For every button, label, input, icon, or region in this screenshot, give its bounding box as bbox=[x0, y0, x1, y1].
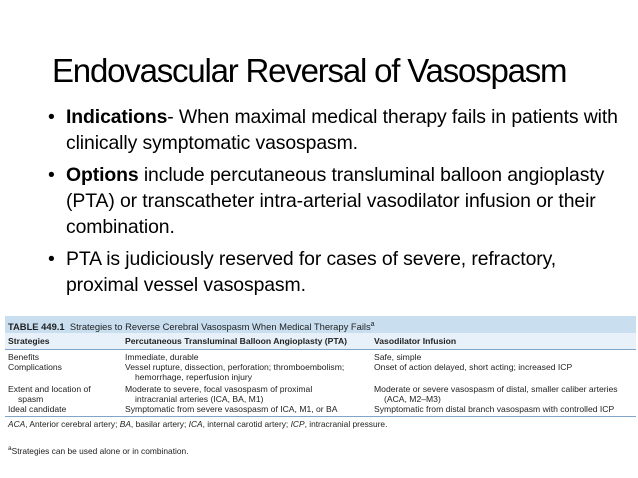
table-number: TABLE 449.1 bbox=[8, 321, 65, 333]
bullet-dot: • bbox=[48, 248, 55, 270]
footnote-text: Strategies can be used alone or in combination. bbox=[11, 445, 189, 456]
strategies-table bbox=[5, 316, 636, 462]
bullet-dot: • bbox=[48, 106, 55, 128]
bullet-options bbox=[48, 162, 623, 240]
abbr-icp-def: , intracranial pressure. bbox=[304, 419, 388, 429]
abbr-ica-def: , internal carotid artery; bbox=[202, 419, 291, 429]
table-body bbox=[5, 350, 636, 432]
bullet-list bbox=[48, 104, 623, 304]
bullet-text: PTA is judiciously reserved for cases of severe, refractory, proximal vessel vasospasm. bbox=[66, 248, 557, 296]
abbr-ba: BA bbox=[119, 419, 131, 429]
cell-pta: Moderate to severe, focal vasospasm of proximal bbox=[125, 384, 313, 394]
cell-strategy-continued bbox=[8, 394, 43, 404]
bullet-keyword: Indications bbox=[66, 106, 168, 128]
cell-pta-continued bbox=[125, 394, 263, 404]
cell-strategy: Extent and location of bbox=[8, 384, 91, 394]
cell-pta-line2: intracranial arteries (ICA, BA, M1) bbox=[135, 394, 264, 404]
cell-strategy: Ideal candidate bbox=[8, 404, 67, 414]
slide-title: Endovascular Reversal of Vasospasm bbox=[52, 52, 567, 89]
bullet-dot: • bbox=[48, 164, 55, 186]
column-header-strategies: Strategies bbox=[8, 336, 50, 346]
column-header-pta: Percutaneous Transluminal Balloon Angioplasty (PTA) bbox=[125, 336, 348, 346]
table-footnote-abbreviations bbox=[8, 419, 387, 429]
bullet-indications bbox=[48, 104, 623, 156]
abbr-aca: ACA bbox=[8, 419, 26, 429]
cell-vasodilator: Symptomatic from distal branch vasospasm with controlled ICP bbox=[374, 404, 615, 414]
bullet-keyword: Options bbox=[66, 164, 139, 186]
bullet-text: include percutaneous transluminal balloon angioplasty (PTA) or transcatheter intra-arterial vasodilator infusion or their combination. bbox=[66, 164, 605, 238]
cell-vasodilator-continued bbox=[374, 394, 441, 404]
abbr-aca-def: , Anterior cerebral artery; bbox=[25, 419, 120, 429]
cell-strategy-line2: spasm bbox=[18, 394, 44, 404]
cell-pta-continued bbox=[125, 372, 252, 382]
cell-vasodilator: Safe, simple bbox=[374, 352, 422, 362]
table-header-row bbox=[5, 333, 636, 350]
cell-pta: Symptomatic from severe vasospasm of ICA, M1, or BA bbox=[125, 404, 338, 414]
abbr-icp: ICP bbox=[290, 419, 305, 429]
table-footnote-a bbox=[8, 444, 189, 456]
cell-vasodilator: Onset of action delayed, short acting; increased ICP bbox=[374, 362, 573, 372]
abbr-ba-def: , basilar artery; bbox=[130, 419, 189, 429]
table-caption-note: a bbox=[370, 321, 375, 328]
column-header-vasodilator: Vasodilator Infusion bbox=[374, 336, 457, 346]
cell-vasodilator-line2: (ACA, M2–M3) bbox=[384, 394, 441, 404]
table-caption bbox=[5, 316, 636, 333]
footnote-marker: a bbox=[8, 445, 12, 452]
cell-vasodilator: Moderate or severe vasospasm of distal, smaller caliber arteries bbox=[374, 384, 618, 394]
cell-pta: Vessel rupture, dissection, perforation; thromboembolism; bbox=[125, 362, 345, 372]
cell-pta: Immediate, durable bbox=[125, 352, 199, 362]
cell-strategy: Benefits bbox=[8, 352, 40, 362]
cell-strategy: Complications bbox=[8, 362, 62, 372]
bullet-pta bbox=[48, 246, 623, 298]
cell-pta-line2: hemorrhage, reperfusion injury bbox=[135, 372, 253, 382]
bullet-text: - When maximal medical therapy fails in patients with clinically symptomatic vasospasm. bbox=[66, 106, 618, 154]
abbr-ica: ICA bbox=[188, 419, 203, 429]
table-title: Strategies to Reverse Cerebral Vasospasm When Medical Therapy Fails bbox=[69, 321, 371, 333]
table-bottom-rule bbox=[5, 416, 636, 417]
